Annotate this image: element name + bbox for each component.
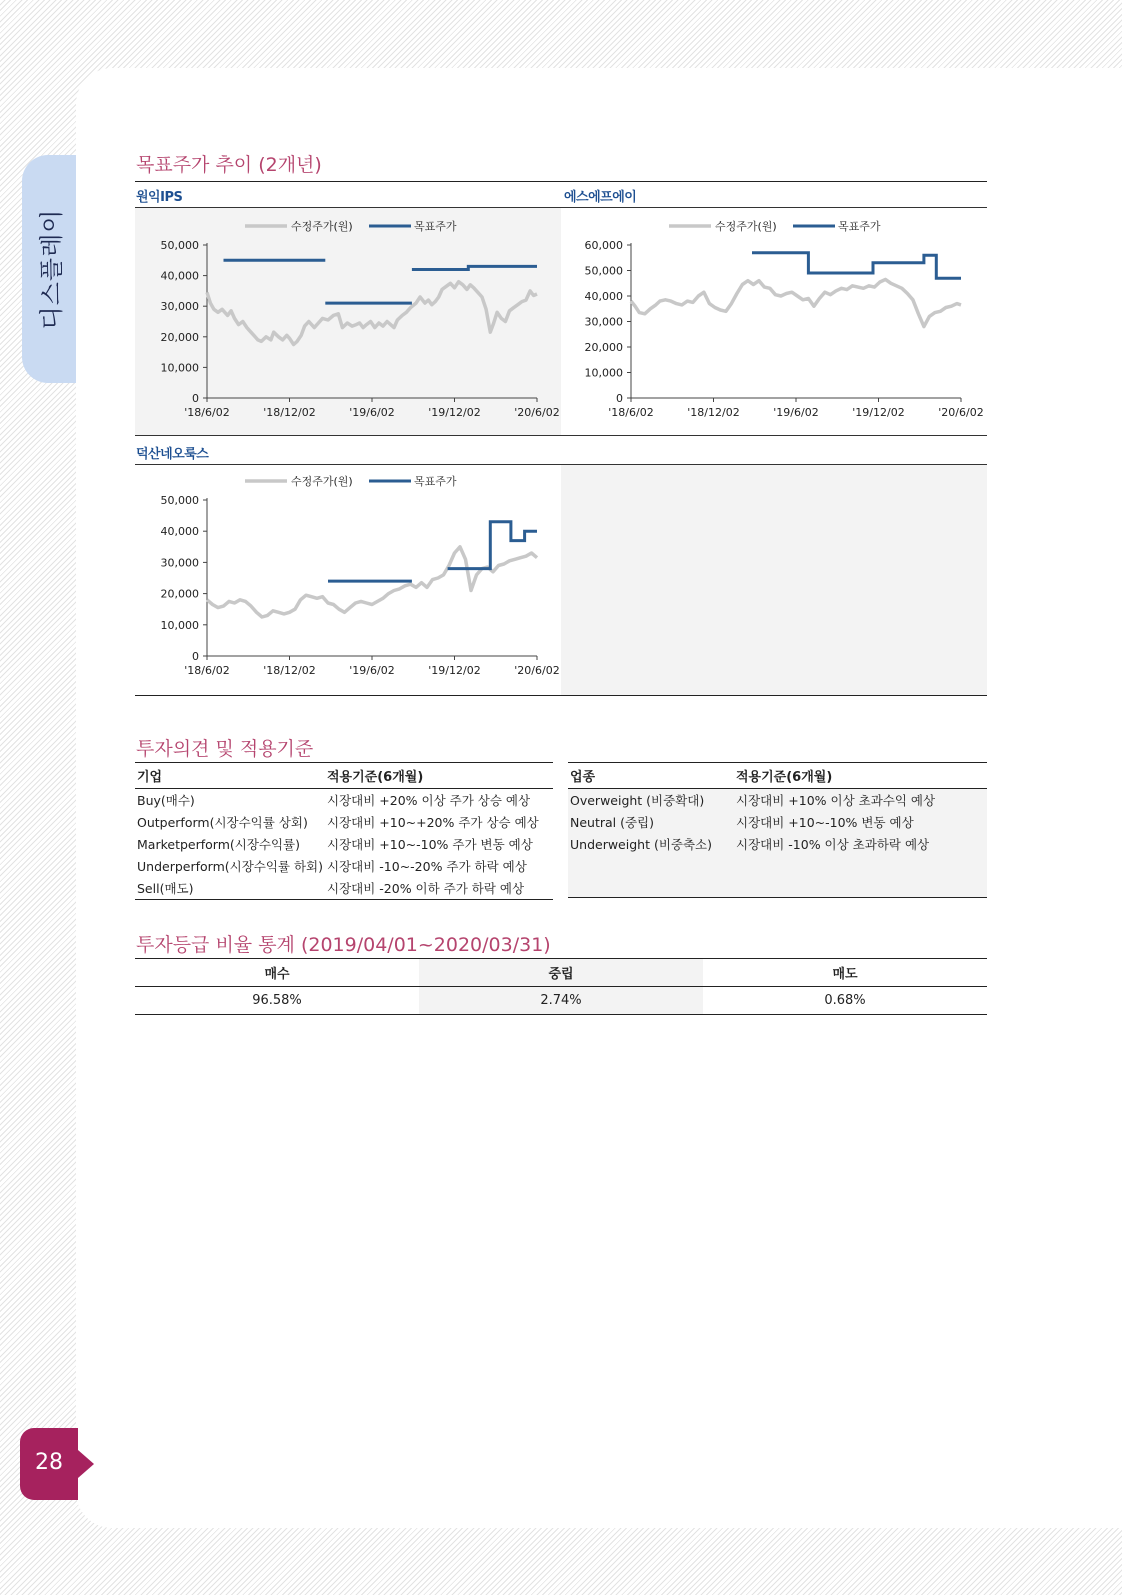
rating-criteria bbox=[734, 876, 987, 898]
x-tick-label: '20/6/02 bbox=[938, 406, 984, 419]
table-header-cell: 업종 bbox=[568, 763, 734, 789]
x-tick-label: '18/12/02 bbox=[687, 406, 740, 419]
table-row bbox=[568, 855, 987, 876]
rating-criteria bbox=[734, 855, 987, 876]
side-tab-label: 디스플레이 bbox=[37, 208, 66, 330]
y-tick-label: 40,000 bbox=[160, 525, 199, 539]
page-number: 28 bbox=[35, 1450, 63, 1475]
y-tick-label: 30,000 bbox=[160, 556, 199, 570]
rating-name: Sell(매도) bbox=[135, 877, 325, 900]
y-tick-label: 0 bbox=[616, 392, 623, 405]
x-tick-label: '19/6/02 bbox=[349, 406, 395, 419]
rating-criteria: 시장대비 +10% 이상 초과수익 예상 bbox=[734, 789, 987, 812]
table-header-cell: 매수 bbox=[135, 959, 419, 987]
x-tick-label: '18/12/02 bbox=[263, 664, 316, 677]
x-tick-label: '19/12/02 bbox=[428, 406, 481, 419]
chart-bottom-rule bbox=[135, 695, 987, 696]
rating-name: Outperform(시장수익률 상회) bbox=[137, 815, 308, 830]
opinion-section-title: 투자의견 및 적용기준 bbox=[136, 738, 314, 760]
table-row bbox=[135, 855, 553, 877]
y-tick-label: 40,000 bbox=[160, 269, 199, 283]
y-tick-label: 30,000 bbox=[584, 315, 623, 329]
y-tick-label: 40,000 bbox=[584, 290, 623, 303]
x-tick-label: '18/6/02 bbox=[608, 406, 654, 419]
chart-top-rule bbox=[135, 181, 987, 182]
stats-section-title: 투자등급 비율 통계 (2019/04/01~2020/03/31) bbox=[136, 934, 551, 956]
rating-name: Marketperform(시장수익률) bbox=[137, 837, 301, 852]
sector-rating-table bbox=[568, 762, 987, 898]
price-series-line bbox=[207, 282, 537, 345]
table-row bbox=[135, 987, 987, 1015]
y-tick-label: 50,000 bbox=[584, 264, 623, 278]
table-header-row bbox=[135, 959, 987, 987]
table-row bbox=[568, 833, 987, 855]
rating-name: Neutral (중립) bbox=[568, 811, 734, 833]
table-row bbox=[568, 876, 987, 898]
line-chart-sfa bbox=[579, 217, 984, 432]
y-tick-label: 10,000 bbox=[160, 618, 199, 632]
x-tick-label: '19/12/02 bbox=[852, 406, 905, 419]
chart-company-label: 덕산네오룩스 bbox=[136, 447, 209, 462]
chart-label-rule bbox=[135, 207, 987, 208]
line-chart-duksan-neolux bbox=[155, 472, 560, 690]
table-row bbox=[135, 833, 553, 855]
y-tick-label: 50,000 bbox=[160, 494, 199, 507]
chart-company-label: 에스에프에이 bbox=[564, 190, 637, 205]
table-row bbox=[135, 877, 553, 900]
x-tick-label: '18/6/02 bbox=[184, 406, 230, 419]
y-tick-label: 30,000 bbox=[160, 300, 199, 314]
y-tick-label: 20,000 bbox=[160, 587, 199, 601]
rating-ratio-table bbox=[135, 958, 987, 1015]
rating-criteria: 시장대비 +10~-10% 주가 변동 예상 bbox=[327, 837, 533, 852]
chart-mid-rule bbox=[135, 435, 987, 436]
y-tick-label: 60,000 bbox=[584, 239, 623, 252]
y-tick-label: 0 bbox=[192, 392, 199, 405]
legend-price-label: 수정주가(원) bbox=[291, 220, 353, 233]
x-tick-label: '18/6/02 bbox=[184, 664, 230, 677]
section-side-tab bbox=[22, 155, 76, 383]
x-tick-label: '19/12/02 bbox=[428, 664, 481, 677]
chart-label-rule-2 bbox=[135, 464, 987, 465]
rating-name: Overweight (비중확대) bbox=[568, 789, 734, 812]
rating-name: Underweight (비중축소) bbox=[568, 833, 734, 855]
x-tick-label: '18/12/02 bbox=[263, 406, 316, 419]
line-chart-wonik-ips bbox=[155, 217, 560, 432]
rating-criteria: 시장대비 -10~-20% 주가 하락 예상 bbox=[327, 859, 527, 874]
table-header-cell: 매도 bbox=[703, 959, 987, 987]
legend-target-label: 목표주가 bbox=[414, 220, 457, 233]
price-series-line bbox=[631, 279, 961, 326]
company-rating-table bbox=[135, 762, 553, 900]
legend-price-label: 수정주가(원) bbox=[291, 475, 353, 488]
y-tick-label: 20,000 bbox=[160, 330, 199, 344]
y-tick-label: 10,000 bbox=[160, 361, 199, 375]
table-header-cell: 적용기준(6개월) bbox=[325, 763, 553, 789]
empty-panel-bg bbox=[561, 464, 987, 695]
table-header-cell: 적용기준(6개월) bbox=[734, 763, 987, 789]
y-tick-label: 0 bbox=[192, 650, 199, 663]
table-row bbox=[135, 811, 553, 833]
rating-name bbox=[568, 855, 734, 876]
x-tick-label: '19/6/02 bbox=[773, 406, 819, 419]
legend-target-label: 목표주가 bbox=[414, 475, 457, 488]
table-header-row bbox=[568, 763, 987, 789]
chart-company-label: 원익IPS bbox=[136, 190, 183, 205]
y-tick-label: 10,000 bbox=[584, 366, 623, 380]
ratio-value: 2.74% bbox=[419, 987, 703, 1015]
target-price-line bbox=[752, 253, 961, 279]
table-header-row bbox=[135, 763, 553, 789]
legend-price-label: 수정주가(원) bbox=[715, 220, 777, 233]
x-tick-label: '20/6/02 bbox=[514, 664, 560, 677]
target-price-chart-grid bbox=[135, 181, 987, 697]
table-row bbox=[568, 811, 987, 833]
table-row bbox=[568, 789, 987, 812]
table-header-cell: 기업 bbox=[135, 763, 325, 789]
rating-name bbox=[568, 876, 734, 898]
rating-criteria: 시장대비 +20% 이상 주가 상승 예상 bbox=[327, 793, 531, 808]
y-tick-label: 50,000 bbox=[160, 239, 199, 252]
rating-criteria: 시장대비 -20% 이하 주가 하락 예상 bbox=[325, 877, 553, 900]
target-price-section-title: 목표주가 추이 (2개년) bbox=[136, 154, 322, 176]
x-tick-label: '20/6/02 bbox=[514, 406, 560, 419]
legend-target-label: 목표주가 bbox=[838, 220, 881, 233]
ratio-value: 0.68% bbox=[703, 987, 987, 1015]
y-tick-label: 20,000 bbox=[584, 341, 623, 354]
table-header-cell: 중립 bbox=[419, 959, 703, 987]
rating-name: Underperform(시장수익률 하회) bbox=[137, 859, 323, 874]
rating-criteria: 시장대비 -10% 이상 초과하락 예상 bbox=[734, 833, 987, 855]
target-price-line bbox=[412, 266, 537, 269]
page-number-badge bbox=[20, 1428, 78, 1500]
rating-criteria: 시장대비 +10~-10% 변동 예상 bbox=[734, 811, 987, 833]
rating-name: Buy(매수) bbox=[137, 793, 195, 808]
rating-criteria: 시장대비 +10~+20% 주가 상승 예상 bbox=[327, 815, 539, 830]
target-price-line bbox=[448, 522, 537, 569]
table-row bbox=[135, 789, 553, 812]
x-tick-label: '19/6/02 bbox=[349, 664, 395, 677]
ratio-value: 96.58% bbox=[135, 987, 419, 1015]
